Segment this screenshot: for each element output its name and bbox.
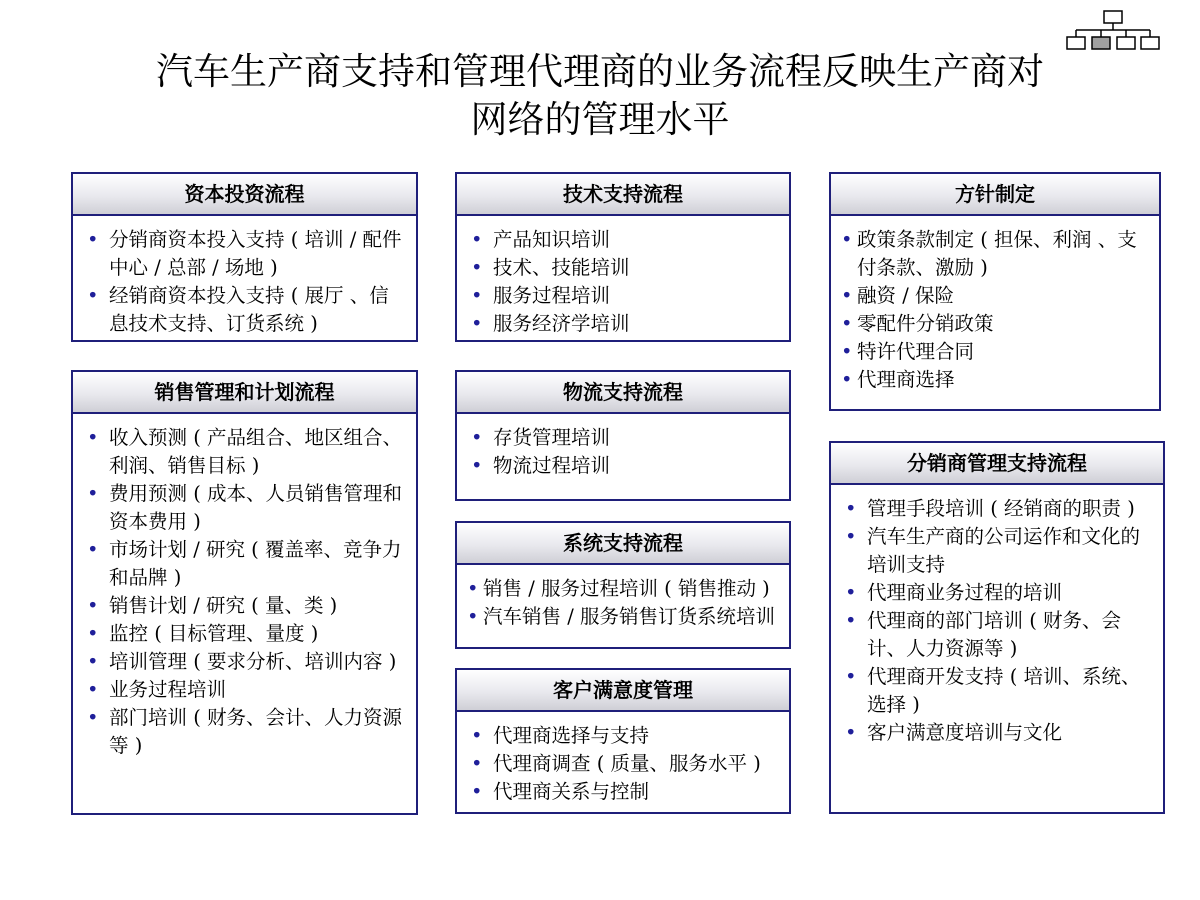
list-item: • 物流过程培训 bbox=[471, 452, 777, 480]
panel-list bbox=[457, 565, 789, 631]
list-item: • 培训管理 ( 要求分析、培训内容 ) bbox=[87, 648, 404, 676]
panel-list bbox=[831, 216, 1159, 394]
list-item: • 融资 / 保险 bbox=[841, 282, 1147, 310]
panel-header: 系统支持流程 bbox=[457, 523, 789, 565]
panel-policy bbox=[829, 172, 1161, 411]
page-title bbox=[100, 48, 1100, 144]
list-item: • 销售 / 服务过程培训 ( 销售推动 ) bbox=[467, 575, 777, 603]
panel-header: 销售管理和计划流程 bbox=[73, 372, 416, 414]
panel-logistics bbox=[455, 370, 791, 501]
list-item: • 代理商选择 bbox=[841, 366, 1147, 394]
panel-list bbox=[457, 414, 789, 480]
list-item: • 服务经济学培训 bbox=[471, 310, 777, 338]
list-item: • 技术、技能培训 bbox=[471, 254, 777, 282]
org-chart-icon bbox=[1066, 10, 1162, 54]
list-item: • 费用预测 ( 成本、人员销售管理和资本费用 ) bbox=[87, 480, 404, 536]
list-item: • 客户满意度培训与文化 bbox=[845, 719, 1151, 747]
list-item: • 代理商业务过程的培训 bbox=[845, 579, 1151, 607]
list-item: • 汽车生产商的公司运作和文化的培训支持 bbox=[845, 523, 1151, 579]
panel-list bbox=[73, 414, 416, 760]
list-item: • 代理商的部门培训 ( 财务、会计、人力资源等 ) bbox=[845, 607, 1151, 663]
panel-system-support bbox=[455, 521, 791, 649]
panel-list bbox=[457, 712, 789, 806]
panel-capital-investment bbox=[71, 172, 418, 342]
list-item: • 部门培训 ( 财务、会计、人力资源等 ) bbox=[87, 704, 404, 760]
page-title-line-2: 网络的管理水平 bbox=[470, 98, 730, 141]
panel-customer-satisfaction bbox=[455, 668, 791, 814]
list-item: • 服务过程培训 bbox=[471, 282, 777, 310]
list-item: • 存货管理培训 bbox=[471, 424, 777, 452]
page-title-line-1: 汽车生产商支持和管理代理商的业务流程反映生产商对 bbox=[156, 50, 1044, 93]
list-item: • 监控 ( 目标管理、量度 ) bbox=[87, 620, 404, 648]
panel-header: 方针制定 bbox=[831, 174, 1159, 216]
list-item: • 政策条款制定 ( 担保、利润 、支付条款、激励 ) bbox=[841, 226, 1147, 282]
list-item: • 特许代理合同 bbox=[841, 338, 1147, 366]
list-item: • 经销商资本投入支持 ( 展厅 、信息技术支持、订货系统 ) bbox=[87, 282, 404, 338]
panel-list bbox=[73, 216, 416, 338]
list-item: • 汽车销售 / 服务销售订货系统培训 bbox=[467, 603, 777, 631]
list-item: • 收入预测 ( 产品组合、地区组合、利润、销售目标 ) bbox=[87, 424, 404, 480]
list-item: • 业务过程培训 bbox=[87, 676, 404, 704]
list-item: • 分销商资本投入支持 ( 培训 / 配件中心 / 总部 / 场地 ) bbox=[87, 226, 404, 282]
panel-header: 技术支持流程 bbox=[457, 174, 789, 216]
list-item: • 销售计划 / 研究 ( 量、类 ) bbox=[87, 592, 404, 620]
list-item: • 零配件分销政策 bbox=[841, 310, 1147, 338]
list-item: • 代理商选择与支持 bbox=[471, 722, 777, 750]
panel-header: 分销商管理支持流程 bbox=[831, 443, 1163, 485]
panel-header: 客户满意度管理 bbox=[457, 670, 789, 712]
panel-header: 物流支持流程 bbox=[457, 372, 789, 414]
panel-sales-planning bbox=[71, 370, 418, 815]
list-item: • 代理商开发支持 ( 培训、系统、选择 ) bbox=[845, 663, 1151, 719]
list-item: • 代理商调查 ( 质量、服务水平 ) bbox=[471, 750, 777, 778]
panel-distributor-management bbox=[829, 441, 1165, 814]
list-item: • 产品知识培训 bbox=[471, 226, 777, 254]
panel-tech-support bbox=[455, 172, 791, 342]
list-item: • 市场计划 / 研究 ( 覆盖率、竞争力和品牌 ) bbox=[87, 536, 404, 592]
list-item: • 管理手段培训 ( 经销商的职责 ) bbox=[845, 495, 1151, 523]
panel-header: 资本投资流程 bbox=[73, 174, 416, 216]
panel-list bbox=[457, 216, 789, 338]
list-item: • 代理商关系与控制 bbox=[471, 778, 777, 806]
panel-list bbox=[831, 485, 1163, 747]
